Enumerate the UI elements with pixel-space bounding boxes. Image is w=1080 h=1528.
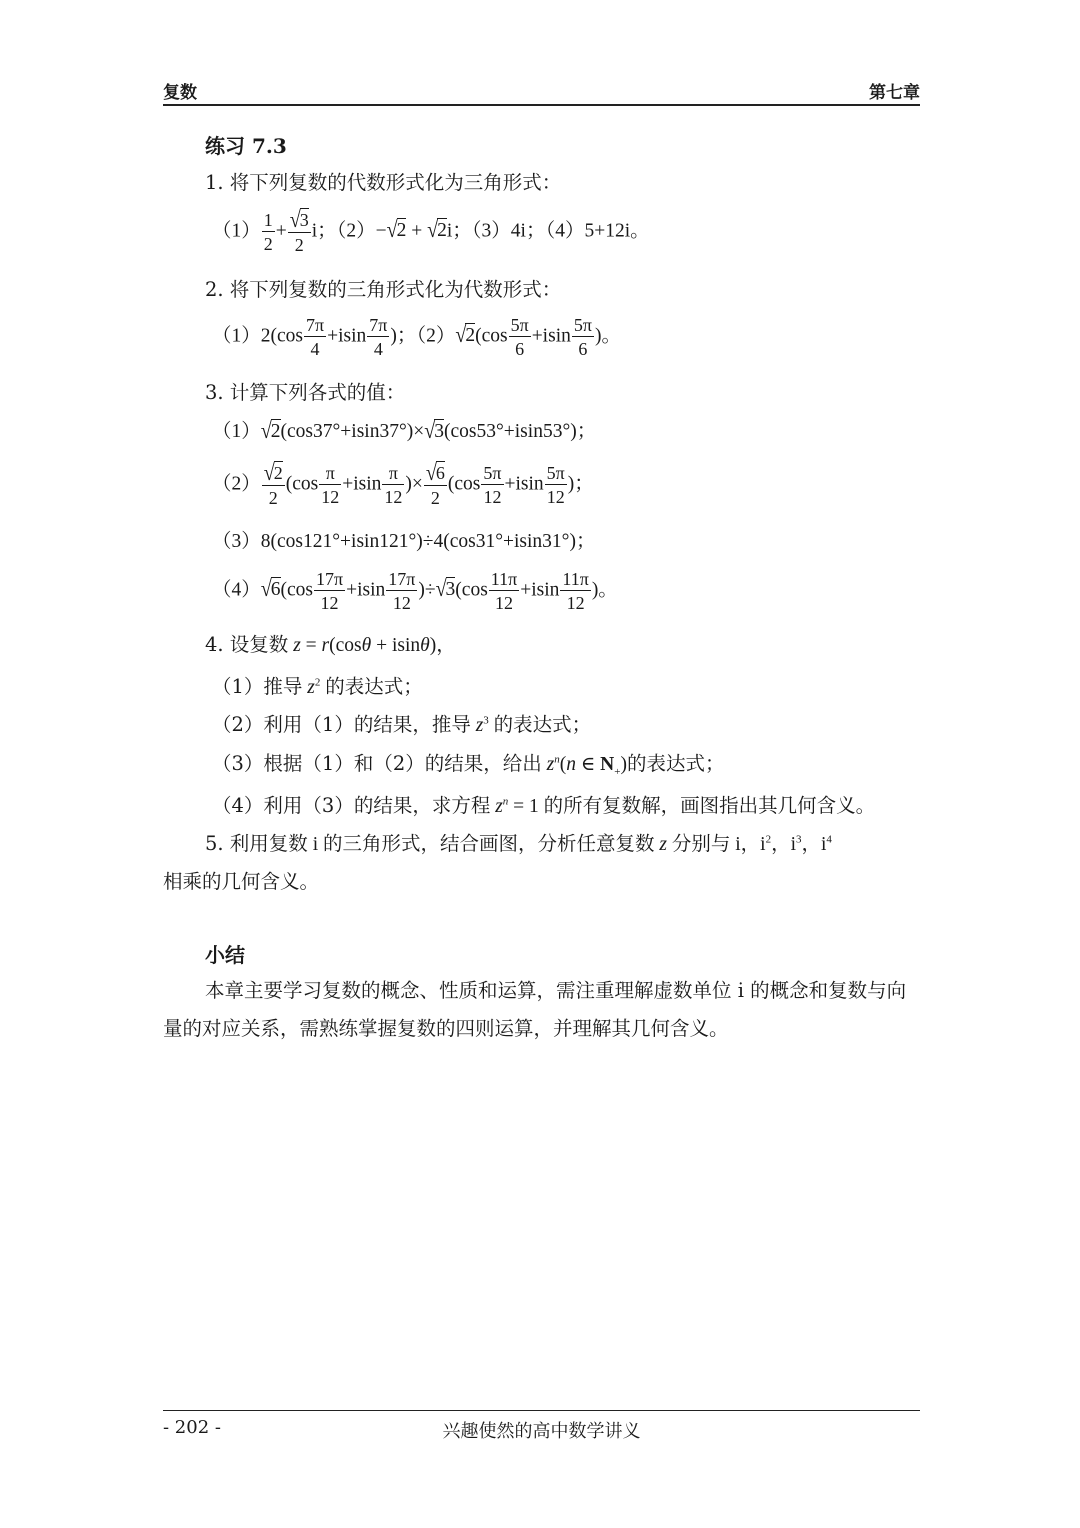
question-5-line-2: 相乘的几何含义。 xyxy=(163,870,320,893)
exercise-title: 练习 7.3 xyxy=(205,134,287,158)
q4-2-tail: 的表达式； xyxy=(493,713,592,736)
page-number: - 202 - xyxy=(163,1417,221,1438)
question-3-item-1: （1）√2(cos37°+isin37°)×√3(cos53°+isin53°)； xyxy=(212,418,597,444)
q4-4-tail: 的所有复数解，画图指出其几何含义。 xyxy=(543,794,876,817)
q4-3-text: （3）根据（1）和（2）的结果，给出 xyxy=(212,752,542,775)
q4-3-tail: 的表达式； xyxy=(626,752,725,775)
page-header xyxy=(163,76,920,106)
question-4-item-4: （4）利用（3）的结果，求方程 $z^n = 1$ 的所有复数解，画图指出其几何含义。 xyxy=(212,794,876,817)
q5-text-c: 分别与 xyxy=(671,832,731,855)
summary-title: 小结 xyxy=(205,943,245,967)
q4-1-text: （1）推导 xyxy=(212,675,303,698)
question-4-item-3: （3）根据（1）和（2）的结果，给出 $z^n(n$ ∈ $N_+$)的表达式； xyxy=(212,752,725,778)
question-4-item-2: （2）利用（1）的结果，推导 $z^3$ 的表达式； xyxy=(212,713,592,736)
q5-text-a: 5. 利用复数 xyxy=(205,832,308,855)
question-3-item-4: （4）√6(cos $\frac{17\pi}{12}$ +isin $\frac{17\pi}{12}$ )÷√3(cos $\frac{11\pi}{12}$ +isin $\frac{11\pi}{12}$ )。 xyxy=(212,569,618,613)
question-1-items: （1） $\frac{1}{2}$ + $\frac{√3}{2}$ i；（2）−√2 + √2i；（3）4i；（4）5+12i。 xyxy=(212,207,650,255)
q5-text-b: 的三角形式，结合画图，分析任意复数 xyxy=(322,832,655,855)
question-3: 3. 计算下列各式的值： xyxy=(205,381,406,404)
q4-4-text: （4）利用（3）的结果，求方程 xyxy=(212,794,491,817)
question-3-item-2: （2） $\frac{√2}{2}$ (cos $\frac{\pi}{12}$ +isin $\frac{\pi}{12}$ )× $\frac{√6}{2}$ (cos $\frac{5\pi}{12}$ +isin $\frac{5\pi}{12}$ )； xyxy=(212,460,594,508)
question-5-line-1: 5. 利用复数 i 的三角形式，结合画图，分析任意复数 z 分别与 i，$i^2$，$i^3$，$i^4$ xyxy=(205,832,832,855)
summary-text: 本章主要学习复数的概念、性质和运算，需注重理解虚数单位 i 的概念和复数与向量的对应关系，需熟练掌握复数的四则运算，并理解其几何含义。 xyxy=(163,979,907,1040)
question-2-items: （1）2(cos $\frac{7\pi}{4}$ +isin $\frac{7\pi}{4}$ )；（2）√2(cos $\frac{5\pi}{6}$ +isin $\frac{5\pi}{6}$ )。 xyxy=(212,315,621,359)
question-2: 2. 将下列复数的三角形式化为代数形式： xyxy=(205,278,562,301)
q4-1-tail: 的表达式； xyxy=(325,675,423,698)
question-4-item-1: （1）推导 $z^2$ 的表达式； xyxy=(212,675,423,698)
q4-2-text: （2）利用（1）的结果，推导 xyxy=(212,713,471,736)
header-chapter-name: 复数 xyxy=(163,83,197,103)
question-3-item-3: （3）8(cos121°+isin121°)÷4(cos31°+isin31°)； xyxy=(212,531,596,552)
book-title: 兴趣使然的高中数学讲义 xyxy=(442,1421,641,1442)
page-footer xyxy=(163,1410,920,1451)
header-chapter-number: 第七章 xyxy=(869,83,920,103)
question-1: 1. 将下列复数的代数形式化为三角形式： xyxy=(205,171,562,194)
question-4: 4. 设复数 z = r(cosθ + isinθ)， xyxy=(205,633,456,656)
question-4-prefix: 4. 设复数 xyxy=(205,633,289,656)
